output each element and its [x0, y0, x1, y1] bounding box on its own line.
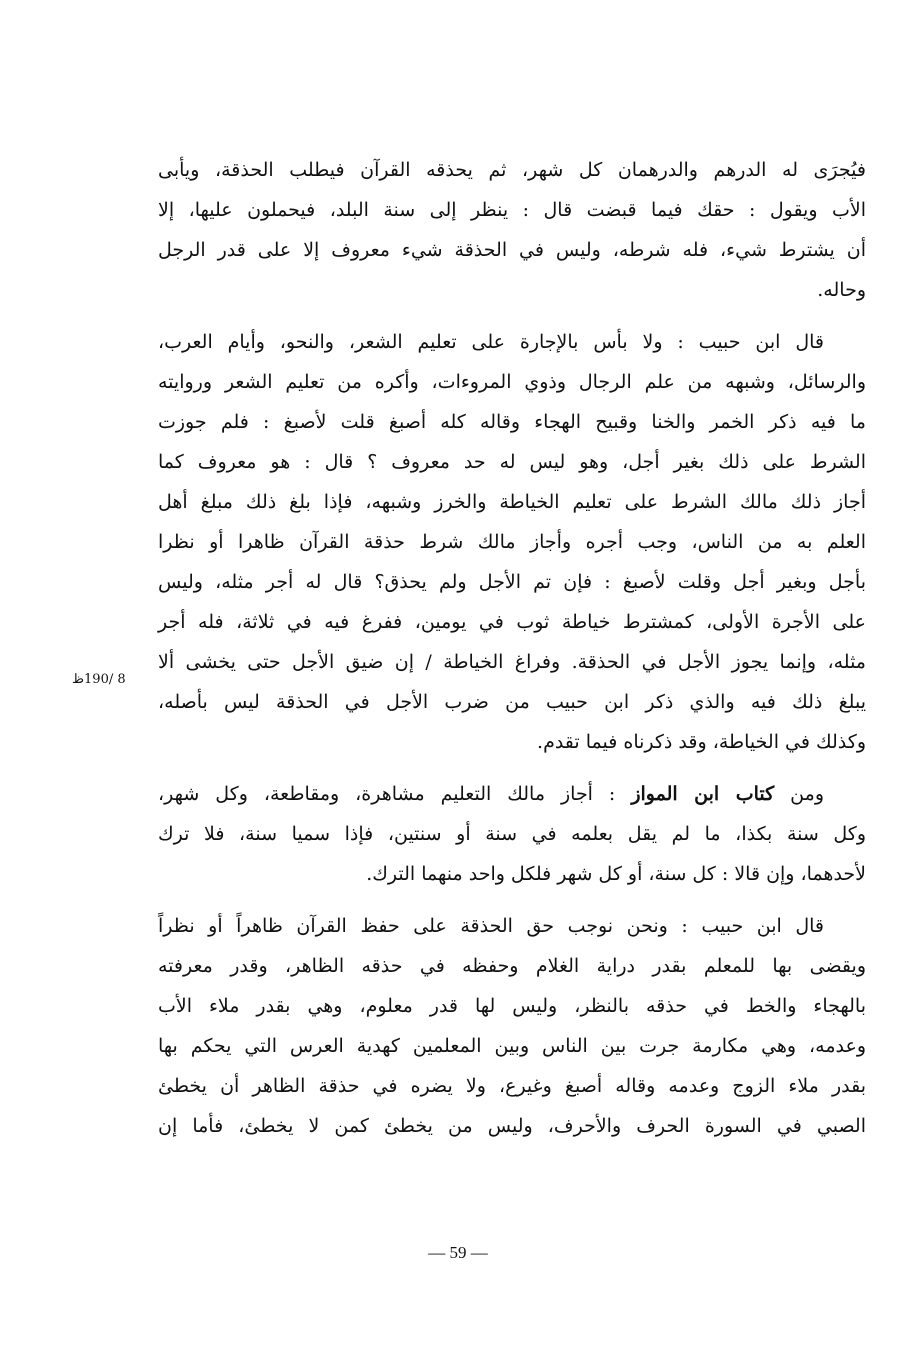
text-line: الشرط على ذلك بغير أجل، وهو ليس له حد معروف ؟ قال : هو معروف كما: [158, 451, 866, 473]
book-title: كتاب ابن المواز: [631, 783, 775, 805]
text-line: بأجل وبغير أجل وقلت لأصبغ : فإن تم الأجل ولم يحذق؟ قال له أجر مثله، وليس: [158, 571, 866, 593]
paragraph-3: [158, 774, 866, 894]
text-line: [158, 774, 866, 814]
text-line: الصبي في السورة الحرف والأحرف، وليس من يخطئ كمن لا يخطئ، فأما إن: [158, 1115, 866, 1137]
text-line: فيُجرَى له الدرهم والدرهمان كل شهر، ثم يحذقه القرآن فيطلب الحذقة، ويأبى: [158, 159, 866, 181]
text-line: يبلغ ذلك فيه والذي ذكر ابن حبيب من ضرب الأجل في الحذقة ليس بأصله،: [158, 691, 866, 713]
text-line: مثله، وإنما يجوز الأجل في الحذقة. وفراغ الخياطة / إن ضيق الأجل حتى يخشى ألا: [158, 651, 866, 673]
text-line: وحاله.: [817, 279, 866, 301]
page-number: — 59 —: [428, 1243, 488, 1262]
paragraph-4: [158, 906, 866, 1146]
lead-plain: ومن: [774, 783, 825, 805]
text-line: لأحدهما، وإن قالا : كل سنة، أو كل شهر فلكل واحد منهما الترك.: [366, 863, 866, 885]
text-line: وكذلك في الخياطة، وقد ذكرناه فيما تقدم.: [537, 731, 866, 753]
text-line: أن يشترط شيء، فله شرطه، وليس في الحذقة شيء معروف إلا على قدر الرجل: [158, 239, 866, 261]
text-line: بقدر ملاء الزوج وعدمه وقاله أصبغ وغيرع، ولا يضره في حذقة الظاهر أن يخطئ: [158, 1075, 866, 1097]
text-line: قال ابن حبيب : ولا بأس بالإجارة على تعليم الشعر، والنحو، وأيام العرب،: [158, 331, 824, 353]
text-line: والرسائل، وشبهه من علم الرجال وذوي المروءات، وأكره من تعليم الشعر وروايته: [158, 371, 866, 393]
text-line: أجاز ذلك مالك الشرط على تعليم الخياطة والخرز وشبهه، فإذا بلغ ذلك مبلغ أهل: [158, 491, 866, 513]
text-line: ويقضى بها للمعلم بقدر دراية الغلام وحفظه في حذقه الظاهر، وقدر معرفته: [158, 955, 866, 977]
text-line: وكل سنة بكذا، ما لم يقل بعلمه في سنة أو سنتين، فإذا سميا سنة، فلا ترك: [158, 823, 866, 845]
paragraph-1: [158, 150, 866, 310]
text-line: قال ابن حبيب : ونحن نوجب حق الحذقة على حفظ القرآن ظاهراً أو نظراً: [158, 915, 824, 937]
text-line: العلم به من الناس، وجب أجره وأجاز مالك شرط حذقة القرآن ظاهرا أو نظرا: [158, 531, 866, 553]
main-text: [158, 150, 866, 1158]
text-line: بالهجاء والخط في حذقه بالنظر، وليس لها قدر معلوم، وهي بقدر ملاء الأب: [158, 995, 866, 1017]
text-line: ما فيه ذكر الخمر والخنا وقبيح الهجاء وقاله كله أصبغ قلت لأصبغ : فلم جوزت: [158, 411, 866, 433]
text-line: وعدمه، وهي مكارمة جرت بين الناس وبين المعلمين كهدية العرس التي يحكم بها: [158, 1035, 866, 1057]
manuscript-folio-note: 8 /190ظ: [72, 672, 126, 687]
text-line: على الأجرة الأولى، كمشترط خياطة ثوب في يومين، ففرغ فيه في ثلاثة، فله أجر: [158, 611, 866, 633]
line-rest: : أجاز مالك التعليم مشاهرة، ومقاطعة، وكل شهر،: [158, 783, 632, 805]
text-line: الأب ويقول : حقك فيما قبضت قال : ينظر إلى سنة البلد، فيحملون عليها، إلا: [158, 199, 866, 221]
paragraph-2: [158, 322, 866, 762]
